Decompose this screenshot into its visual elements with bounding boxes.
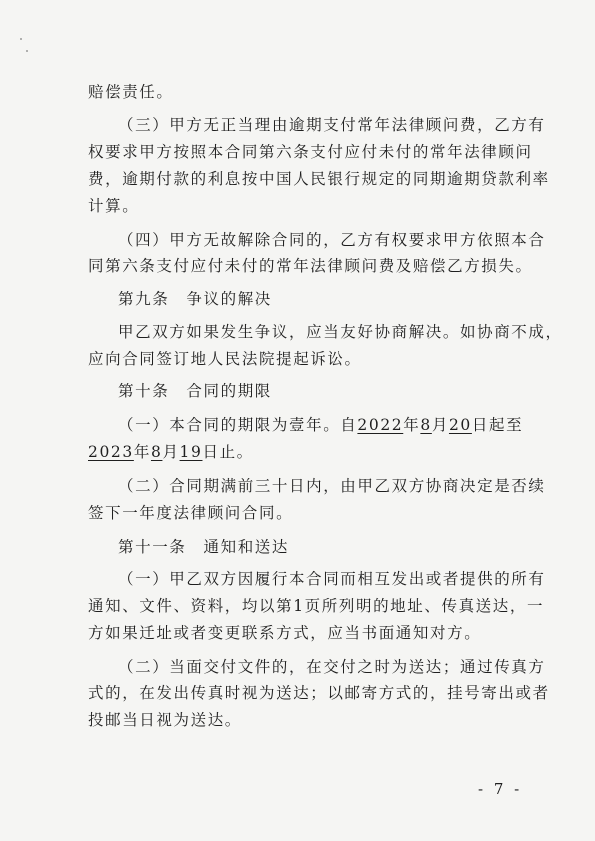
text-line: （二）当面交付文件的，在交付之时为送达；通过传真方 xyxy=(118,658,546,676)
contract-term-line xyxy=(118,415,523,435)
contract-term-end-line xyxy=(88,442,254,462)
page-number: - 7 - xyxy=(478,780,523,798)
text-line: 费，逾期付款的利息按中国人民银行规定的同期逾期贷款利率 xyxy=(88,170,550,188)
scan-speck xyxy=(20,38,22,40)
text-line: 权要求甲方按照本合同第六条支付应付未付的常年法律顾问 xyxy=(88,143,533,161)
text-line: （三）甲方无正当理由逾期支付常年法律顾问费，乙方有 xyxy=(118,116,546,134)
text-line: 通知、文件、资料，均以第1页所列明的地址、传真送达，一 xyxy=(88,597,545,615)
term-end-day-suffix: 日止。 xyxy=(202,443,254,461)
term-start-day-suffix: 日起至 xyxy=(471,416,524,434)
term-start-year-suffix: 年 xyxy=(403,416,421,434)
scan-speck xyxy=(26,50,28,52)
text-line: 应向合同签订地人民法院提起诉讼。 xyxy=(88,350,362,368)
text-line: （二）合同期满前三十日内，由甲乙双方协商决定是否续 xyxy=(118,477,546,495)
term-start-year: 2022 xyxy=(357,416,404,434)
text-line: （四）甲方无故解除合同的，乙方有权要求甲方依照本合 xyxy=(118,231,546,249)
term-start-day: 20 xyxy=(448,416,472,434)
text-line: 计算。 xyxy=(88,197,140,215)
term-end-year-suffix: 年 xyxy=(133,443,151,461)
term-start-month-suffix: 月 xyxy=(431,416,449,434)
term-intro: （一）本合同的期限为壹年。自 xyxy=(118,416,358,434)
text-line: 投邮当日视为送达。 xyxy=(88,711,242,729)
term-end-day: 19 xyxy=(179,443,203,461)
term-end-month: 8 xyxy=(150,443,163,461)
text-line: 方如果迁址或者变更联系方式，应当书面通知对方。 xyxy=(88,624,482,642)
text-line: 同第六条支付应付未付的常年法律顾问费及赔偿乙方损失。 xyxy=(88,257,533,275)
section-heading: 第十一条 通知和送达 xyxy=(118,538,290,556)
term-end-month-suffix: 月 xyxy=(162,443,180,461)
section-heading: 第十条 合同的期限 xyxy=(118,382,272,400)
term-end-year: 2023 xyxy=(88,443,134,461)
section-heading: 第九条 争议的解决 xyxy=(118,290,272,308)
text-line: 甲乙双方如果发生争议，应当友好协商解决。如协商不成， xyxy=(118,323,563,341)
term-start-month: 8 xyxy=(420,416,432,434)
text-line: 签下一年度法律顾问合同。 xyxy=(88,504,294,522)
text-line: 赔偿责任。 xyxy=(88,83,174,101)
text-line: 式的，在发出传真时视为送达；以邮寄方式的，挂号寄出或者 xyxy=(88,684,550,702)
text-line: （一）甲乙双方因履行本合同而相互发出或者提供的所有 xyxy=(118,570,546,588)
